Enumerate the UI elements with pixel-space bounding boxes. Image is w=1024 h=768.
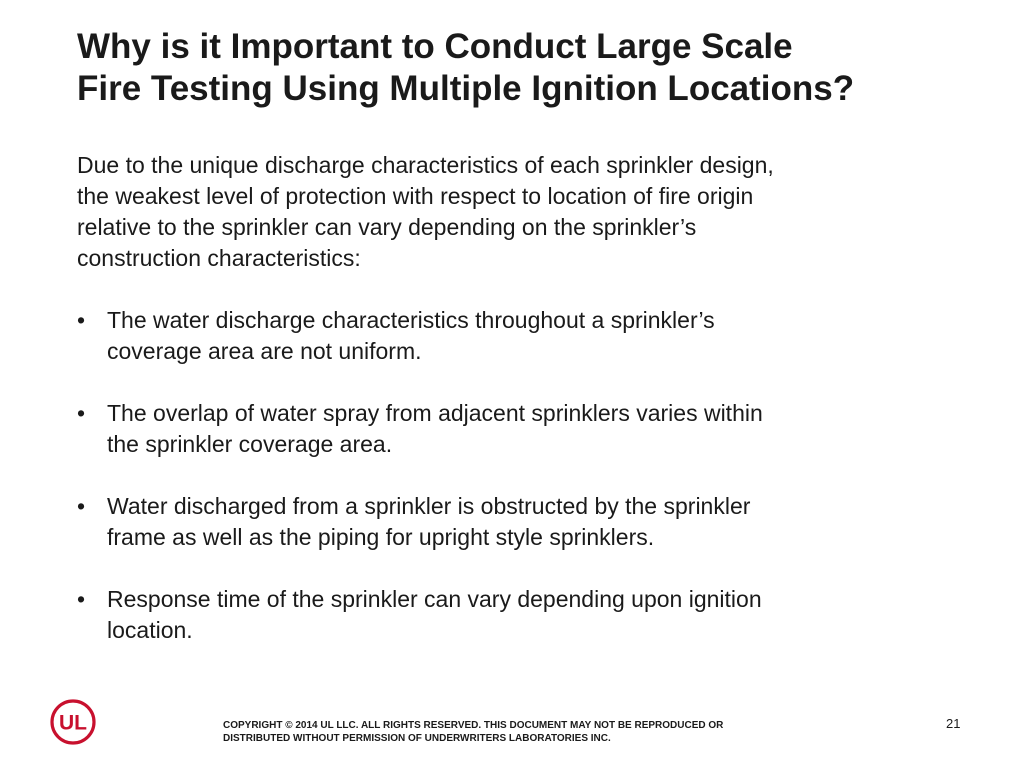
intro-paragraph: Due to the unique discharge characteristics of each sprinkler design, the weakest level of protection with respect to location of fire origin relative to the sprinkler can vary depending on the sprinkler’s construction characteristics: — [77, 152, 774, 271]
copyright-notice — [223, 719, 863, 745]
copyright-line-2: DISTRIBUTED WITHOUT PERMISSION OF UNDERWRITERS LABORATORIES INC. — [223, 733, 611, 744]
ul-logo-text: UL — [59, 711, 87, 735]
bullet-item — [77, 584, 797, 646]
bullet-marker: • — [77, 400, 86, 426]
bullet-marker: • — [77, 493, 86, 519]
title-line-2: Fire Testing Using Multiple Ignition Locations? — [77, 69, 855, 108]
bullet-item — [77, 398, 797, 460]
bullet-item — [77, 305, 797, 367]
bullet-text: The overlap of water spray from adjacent sprinklers varies within the sprinkler coverage area. — [107, 400, 763, 457]
bullet-list — [77, 305, 797, 646]
page-number: 21 — [946, 716, 961, 731]
bullet-text: Response time of the sprinkler can vary depending upon ignition location. — [107, 586, 762, 643]
bullet-item — [77, 491, 797, 553]
title-line-1: Why is it Important to Conduct Large Scale — [77, 27, 793, 66]
bullet-marker: • — [77, 586, 86, 612]
ul-logo-icon — [50, 699, 96, 745]
slide-title — [77, 26, 997, 110]
bullet-text: Water discharged from a sprinkler is obstructed by the sprinkler frame as well as the piping for upright style sprinklers. — [107, 493, 751, 550]
copyright-line-1: COPYRIGHT © 2014 UL LLC. ALL RIGHTS RESERVED. THIS DOCUMENT MAY NOT BE REPRODUCED OR — [223, 720, 724, 731]
bullet-text: The water discharge characteristics throughout a sprinkler’s coverage area are not uniform. — [107, 307, 715, 364]
bullet-marker: • — [77, 307, 86, 333]
slide-body — [77, 150, 797, 677]
